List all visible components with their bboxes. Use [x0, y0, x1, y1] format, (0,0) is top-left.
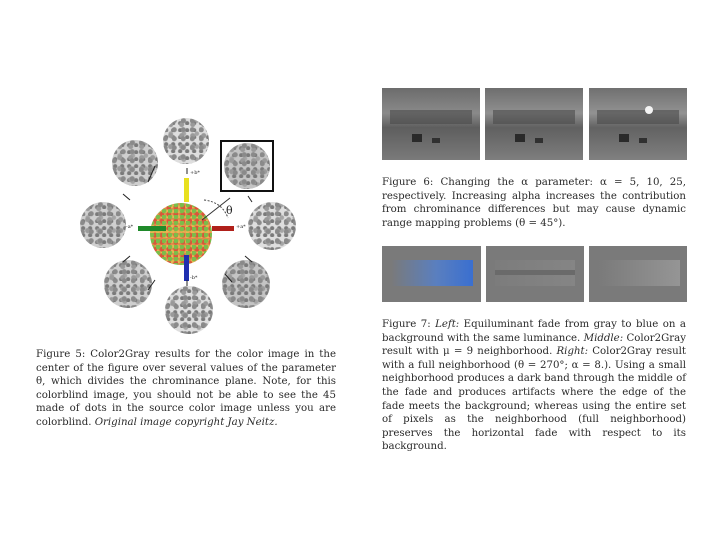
- mu-9-result-image: [486, 246, 584, 302]
- figure-5: [30, 110, 350, 430]
- figure-7-caption-right: Right:: [556, 346, 589, 358]
- axis-label-right: +a*: [236, 224, 246, 230]
- figure-5-caption: [36, 348, 336, 430]
- axis-label-top: +b*: [190, 170, 200, 176]
- alpha-10-image: [485, 88, 583, 160]
- figure-6-caption-body: Changing the α parameter: α = 5, 10, 25, respectively. Increasing alpha increases the contribution from chrominance differences but may cause dynamic range mapping problems (θ = 45°).: [382, 177, 686, 229]
- figure-7-caption-label: Figure 7:: [382, 319, 431, 330]
- figure-5-caption-italic: Original image copyright Jay Neitz.: [94, 416, 278, 428]
- full-neighborhood-result-image: [589, 246, 687, 302]
- axis-label-left: -a*: [126, 224, 134, 230]
- figure-7-caption: [382, 318, 686, 454]
- figure-5-caption-label: Figure 5:: [36, 349, 86, 360]
- alpha-25-image: [589, 88, 687, 160]
- alpha-5-image: [382, 88, 480, 160]
- figure-7-caption-body-3: Color2Gray result with a full neighborhood (θ = 270°; α = 8.). Using a small neighborhood produces a dark band through the middle of the fade and produces artifacts where the edge of the fade meets the background; whereas using the entire set of pixels as the neighborhood (full neighborhood) preserves the horizontal fade with respect to its background.: [382, 346, 686, 453]
- connector-lines: [30, 110, 330, 350]
- equiluminant-fade-image: [382, 246, 481, 302]
- figure-7: [382, 246, 686, 453]
- figure-6-caption-label: Figure 6:: [382, 177, 434, 188]
- figure-7-caption-body-2: Color2Gray result with μ = 9 neighborhood.: [382, 332, 686, 358]
- figure-6-caption: [382, 176, 686, 230]
- axis-label-bottom: -b*: [190, 275, 198, 281]
- figure-6: [382, 88, 686, 233]
- theta-label: θ: [226, 204, 233, 217]
- figure-7-caption-left: Left:: [435, 319, 460, 330]
- figure-7-caption-body-1: Equiluminant fade from gray to blue on a background with the same luminance.: [382, 319, 686, 344]
- figure-7-caption-middle: Middle:: [583, 332, 624, 344]
- figure-5-caption-body: Color2Gray results for the color image in the center of the figure over several values of the parameter θ, which divides the chrominance plane. Note, for this colorblind image, you should not be able to see the 45 made of dots in the source color image unless you are colorblind.: [36, 349, 336, 428]
